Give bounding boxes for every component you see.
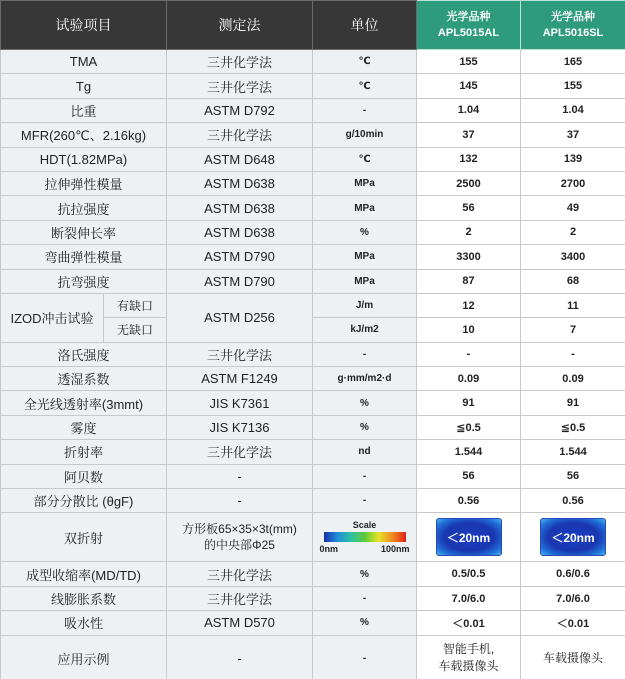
row-item: 断裂伸长率 bbox=[1, 220, 167, 244]
row-value-1: 2 bbox=[417, 220, 521, 244]
birefringence-swatch-1: ＜20nm bbox=[436, 518, 502, 556]
row-unit: % bbox=[313, 415, 417, 439]
table-row-application bbox=[1, 635, 625, 679]
row-value-1: ≦0.5 bbox=[417, 415, 521, 439]
row-method: 三井化学法 bbox=[167, 342, 313, 366]
row-item: 吸水性 bbox=[1, 611, 167, 635]
row-value-2: 2 bbox=[521, 220, 625, 244]
row-unit: ℃ bbox=[313, 50, 417, 74]
row-item: 拉伸弹性模量 bbox=[1, 171, 167, 195]
row-method: ASTM D638 bbox=[167, 171, 313, 195]
header-product-2-line1: 光学品种 bbox=[551, 11, 595, 23]
table-row bbox=[1, 147, 625, 171]
izod-notched-value-2: 11 bbox=[521, 293, 625, 317]
row-value-2: 1.544 bbox=[521, 440, 625, 464]
row-value-1: 56 bbox=[417, 196, 521, 220]
table-row bbox=[1, 586, 625, 610]
table-row bbox=[1, 50, 625, 74]
row-value-1: 0.56 bbox=[417, 489, 521, 513]
header-row bbox=[1, 1, 625, 50]
row-value-2: 91 bbox=[521, 391, 625, 415]
row-value-2: 37 bbox=[521, 123, 625, 147]
row-unit: MPa bbox=[313, 196, 417, 220]
row-value-2: 0.56 bbox=[521, 489, 625, 513]
birefringence-value-1 bbox=[417, 513, 521, 562]
row-method: 三井化学法 bbox=[167, 50, 313, 74]
table-row bbox=[1, 415, 625, 439]
row-method: ASTM D638 bbox=[167, 220, 313, 244]
application-value-1-line1: 智能手机, bbox=[442, 642, 495, 657]
table-row bbox=[1, 98, 625, 122]
izod-method: ASTM D256 bbox=[167, 293, 313, 342]
row-method: JIS K7136 bbox=[167, 415, 313, 439]
row-unit: MPa bbox=[313, 269, 417, 293]
table-row bbox=[1, 440, 625, 464]
row-item: 折射率 bbox=[1, 440, 167, 464]
row-unit: - bbox=[313, 464, 417, 488]
row-unit: % bbox=[313, 220, 417, 244]
row-item: 弯曲弹性模量 bbox=[1, 245, 167, 269]
row-method: ASTM D790 bbox=[167, 245, 313, 269]
row-unit: g·mm/m2·d bbox=[313, 367, 417, 391]
row-value-2: 155 bbox=[521, 74, 625, 98]
row-item: 洛氏强度 bbox=[1, 342, 167, 366]
row-unit: % bbox=[313, 562, 417, 586]
row-unit: nd bbox=[313, 440, 417, 464]
application-method: - bbox=[167, 635, 313, 679]
row-value-1: 3300 bbox=[417, 245, 521, 269]
scale-color-bar bbox=[324, 532, 406, 542]
row-unit: - bbox=[313, 342, 417, 366]
table-row bbox=[1, 123, 625, 147]
row-unit: % bbox=[313, 611, 417, 635]
row-item: 抗拉强度 bbox=[1, 196, 167, 220]
scale-min-label: 0nm bbox=[319, 544, 339, 555]
row-item: 透湿系数 bbox=[1, 367, 167, 391]
table-row-izod-notched bbox=[1, 293, 625, 317]
row-value-2: 2700 bbox=[521, 171, 625, 195]
row-value-1: 155 bbox=[417, 50, 521, 74]
birefringence-scale bbox=[313, 513, 417, 562]
birefringence-swatch-2: ＜20nm bbox=[540, 518, 606, 556]
izod-unnotched-unit: kJ/m2 bbox=[313, 318, 417, 342]
application-item: 应用示例 bbox=[1, 635, 167, 679]
birefringence-method-line2: 的中央部Φ25 bbox=[204, 538, 275, 553]
table-row bbox=[1, 74, 625, 98]
scale-title: Scale bbox=[352, 520, 377, 531]
row-method: ASTM D570 bbox=[167, 611, 313, 635]
table-row bbox=[1, 367, 625, 391]
row-item: TMA bbox=[1, 50, 167, 74]
row-method: 三井化学法 bbox=[167, 74, 313, 98]
row-method: ASTM D792 bbox=[167, 98, 313, 122]
row-method: 三井化学法 bbox=[167, 440, 313, 464]
row-value-1: 37 bbox=[417, 123, 521, 147]
birefringence-method bbox=[167, 513, 313, 562]
header-product-2 bbox=[521, 1, 625, 50]
row-value-1: ＜0.01 bbox=[417, 611, 521, 635]
izod-unnotched-value-1: 10 bbox=[417, 318, 521, 342]
row-unit: MPa bbox=[313, 245, 417, 269]
birefringence-item: 双折射 bbox=[1, 513, 167, 562]
row-unit: ℃ bbox=[313, 147, 417, 171]
row-item: 部分分散比 (θgF) bbox=[1, 489, 167, 513]
row-value-2: 56 bbox=[521, 464, 625, 488]
row-value-2: 3400 bbox=[521, 245, 625, 269]
row-value-1: - bbox=[417, 342, 521, 366]
row-item: 线膨胀系数 bbox=[1, 586, 167, 610]
row-item: 雾度 bbox=[1, 415, 167, 439]
row-value-2: 139 bbox=[521, 147, 625, 171]
table-row-birefringence bbox=[1, 513, 625, 562]
row-value-2: 49 bbox=[521, 196, 625, 220]
izod-notched-value-1: 12 bbox=[417, 293, 521, 317]
row-value-2: 0.6/0.6 bbox=[521, 562, 625, 586]
header-product-2-line2: APL5016SL bbox=[542, 27, 604, 39]
row-method: - bbox=[167, 489, 313, 513]
header-item: 试验项目 bbox=[1, 1, 167, 50]
header-product-1 bbox=[417, 1, 521, 50]
table-row bbox=[1, 489, 625, 513]
application-value-1-line2: 车载摄像头 bbox=[438, 659, 499, 674]
table-row bbox=[1, 342, 625, 366]
application-value-1 bbox=[417, 635, 521, 679]
birefringence-value-2 bbox=[521, 513, 625, 562]
row-method: 三井化学法 bbox=[167, 123, 313, 147]
row-method: 三井化学法 bbox=[167, 562, 313, 586]
row-value-1: 1.544 bbox=[417, 440, 521, 464]
birefringence-method-line1: 方形板65×35×3t(mm) bbox=[182, 522, 297, 537]
table-row bbox=[1, 171, 625, 195]
row-method: ASTM D638 bbox=[167, 196, 313, 220]
header-product-1-line1: 光学品种 bbox=[446, 11, 491, 23]
row-item: Tg bbox=[1, 74, 167, 98]
table-row bbox=[1, 611, 625, 635]
row-unit: - bbox=[313, 586, 417, 610]
row-item: 比重 bbox=[1, 98, 167, 122]
izod-unnotched-value-2: 7 bbox=[521, 318, 625, 342]
row-value-1: 132 bbox=[417, 147, 521, 171]
row-value-2: ＜0.01 bbox=[521, 611, 625, 635]
row-item: HDT(1.82MPa) bbox=[1, 147, 167, 171]
row-value-2: - bbox=[521, 342, 625, 366]
application-unit: - bbox=[313, 635, 417, 679]
row-unit: g/10min bbox=[313, 123, 417, 147]
row-value-1: 145 bbox=[417, 74, 521, 98]
row-value-1: 91 bbox=[417, 391, 521, 415]
row-item: 全光线透射率(3mmt) bbox=[1, 391, 167, 415]
row-value-2: 0.09 bbox=[521, 367, 625, 391]
row-method: - bbox=[167, 464, 313, 488]
table-row bbox=[1, 269, 625, 293]
row-method: ASTM D648 bbox=[167, 147, 313, 171]
row-item: 抗弯强度 bbox=[1, 269, 167, 293]
header-method: 测定法 bbox=[167, 1, 313, 50]
izod-sub-notched: 有缺口 bbox=[104, 293, 167, 317]
row-value-1: 2500 bbox=[417, 171, 521, 195]
row-value-1: 7.0/6.0 bbox=[417, 586, 521, 610]
row-method: 三井化学法 bbox=[167, 586, 313, 610]
row-value-2: ≦0.5 bbox=[521, 415, 625, 439]
row-unit: - bbox=[313, 98, 417, 122]
row-item: MFR(260℃、2.16kg) bbox=[1, 123, 167, 147]
table-row bbox=[1, 220, 625, 244]
izod-item: IZOD冲击试验 bbox=[1, 293, 104, 342]
row-method: JIS K7361 bbox=[167, 391, 313, 415]
row-item: 成型收缩率(MD/TD) bbox=[1, 562, 167, 586]
table-row bbox=[1, 464, 625, 488]
izod-notched-unit: J/m bbox=[313, 293, 417, 317]
row-unit: % bbox=[313, 391, 417, 415]
row-value-2: 165 bbox=[521, 50, 625, 74]
row-value-2: 68 bbox=[521, 269, 625, 293]
row-value-2: 7.0/6.0 bbox=[521, 586, 625, 610]
row-value-1: 1.04 bbox=[417, 98, 521, 122]
row-value-1: 87 bbox=[417, 269, 521, 293]
row-unit: MPa bbox=[313, 171, 417, 195]
izod-sub-unnotched: 无缺口 bbox=[104, 318, 167, 342]
row-unit: - bbox=[313, 489, 417, 513]
table-row bbox=[1, 562, 625, 586]
scale-max-label: 100nm bbox=[380, 544, 410, 555]
row-value-2: 1.04 bbox=[521, 98, 625, 122]
header-unit: 单位 bbox=[313, 1, 417, 50]
row-item: 阿贝数 bbox=[1, 464, 167, 488]
table-row bbox=[1, 245, 625, 269]
row-value-1: 0.5/0.5 bbox=[417, 562, 521, 586]
table-row bbox=[1, 391, 625, 415]
header-product-1-line2: APL5015AL bbox=[437, 27, 500, 39]
row-value-1: 0.09 bbox=[417, 367, 521, 391]
row-method: ASTM D790 bbox=[167, 269, 313, 293]
row-unit: ℃ bbox=[313, 74, 417, 98]
row-value-1: 56 bbox=[417, 464, 521, 488]
application-value-2: 车载摄像头 bbox=[521, 635, 625, 679]
table-row bbox=[1, 196, 625, 220]
row-method: ASTM F1249 bbox=[167, 367, 313, 391]
